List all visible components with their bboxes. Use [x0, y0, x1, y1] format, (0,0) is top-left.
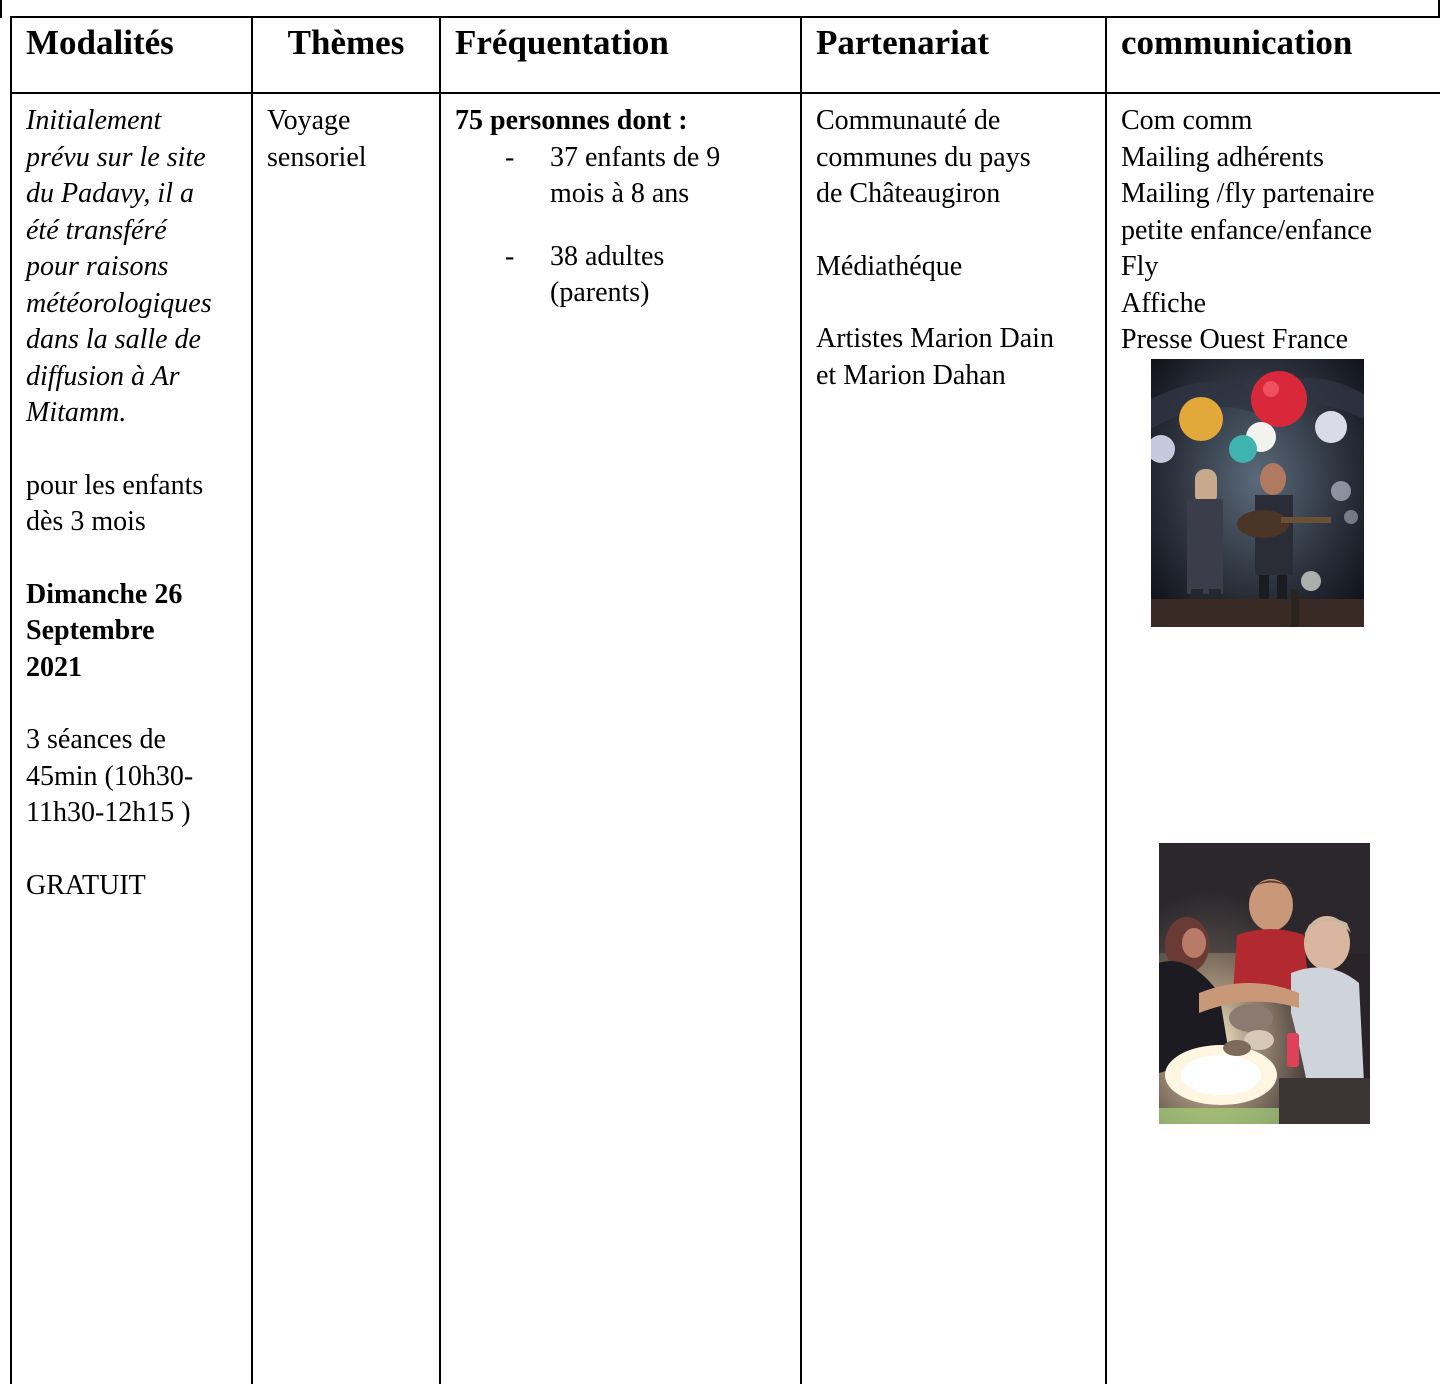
modalites-public — [26, 468, 237, 541]
modalites-seances — [26, 722, 237, 832]
header-communication: communication — [1106, 17, 1440, 93]
header-frequentation: Fréquentation — [440, 17, 801, 93]
text-line: et Marion Dahan — [816, 359, 1006, 391]
text-line: du Padavy, il a — [26, 178, 194, 209]
text-line: (parents) — [550, 277, 650, 308]
text-line: Mitamm. — [26, 397, 127, 428]
children-photo — [1159, 843, 1370, 1124]
content-row — [11, 93, 1440, 1384]
text-line: Fly — [1121, 251, 1159, 282]
text-line: Presse Ouest France — [1121, 324, 1349, 355]
text-line: - 38 adultes — [550, 240, 665, 272]
communication-list — [1121, 103, 1426, 359]
modalites-tarif: GRATUIT — [26, 869, 146, 901]
text-line: Com comm — [1121, 105, 1253, 136]
header-modalites: Modalités — [11, 17, 252, 93]
text-line: météorologiques — [26, 287, 212, 319]
frequentation-list — [455, 140, 786, 312]
concert-photo — [1151, 359, 1364, 627]
cell-communication — [1106, 93, 1440, 1384]
partner-artistes — [816, 321, 1091, 394]
list-item — [455, 140, 786, 213]
text-line: de Châteaugiron — [816, 178, 1001, 209]
text-line: 3 séances de — [26, 724, 166, 755]
text-line: mois à 8 ans — [550, 178, 690, 209]
text-line: prévu sur le site — [26, 141, 206, 173]
frequentation-total: 75 personnes dont : — [455, 105, 688, 136]
modalites-date — [26, 577, 237, 687]
text-line: sensoriel — [267, 141, 367, 173]
text-line: Affiche — [1121, 287, 1206, 319]
text-line: 45min (10h30- — [26, 760, 194, 792]
text-line: 2021 — [26, 651, 82, 683]
modalites-description — [26, 103, 237, 432]
text-line: Voyage — [267, 105, 351, 136]
text-line: Initialement — [26, 105, 162, 136]
partner-communaute — [816, 103, 1091, 213]
list-item — [455, 239, 786, 312]
text-line: dans la salle de — [26, 324, 201, 355]
text-line: pour raisons — [26, 251, 169, 282]
text-line: Dimanche 26 — [26, 578, 183, 610]
text-line: pour les enfants — [26, 469, 204, 501]
text-line: diffusion à Ar — [26, 360, 180, 392]
text-line: Mailing adhérents — [1121, 141, 1324, 173]
cell-partenariat — [801, 93, 1106, 1384]
text-line: petite enfance/enfance — [1121, 214, 1373, 246]
text-line: communes du pays — [816, 141, 1031, 173]
partner-mediatheque: Médiathéque — [816, 250, 963, 282]
text-line: Artistes Marion Dain — [816, 323, 1054, 354]
activity-table — [10, 16, 1440, 1384]
header-row — [11, 17, 1440, 93]
cell-frequentation — [440, 93, 801, 1384]
text-line: 11h30-12h15 ) — [26, 797, 191, 828]
cell-modalites — [11, 93, 252, 1384]
text-line: - 37 enfants de 9 — [550, 141, 721, 173]
text-line: été transféré — [26, 214, 167, 246]
header-themes: Thèmes — [252, 17, 440, 93]
text-line: Communauté de — [816, 105, 1001, 136]
header-partenariat: Partenariat — [801, 17, 1106, 93]
text-line: dès 3 mois — [26, 506, 146, 537]
text-line: Septembre — [26, 615, 155, 646]
cell-themes — [252, 93, 440, 1384]
text-line: Mailing /fly partenaire — [1121, 178, 1375, 209]
